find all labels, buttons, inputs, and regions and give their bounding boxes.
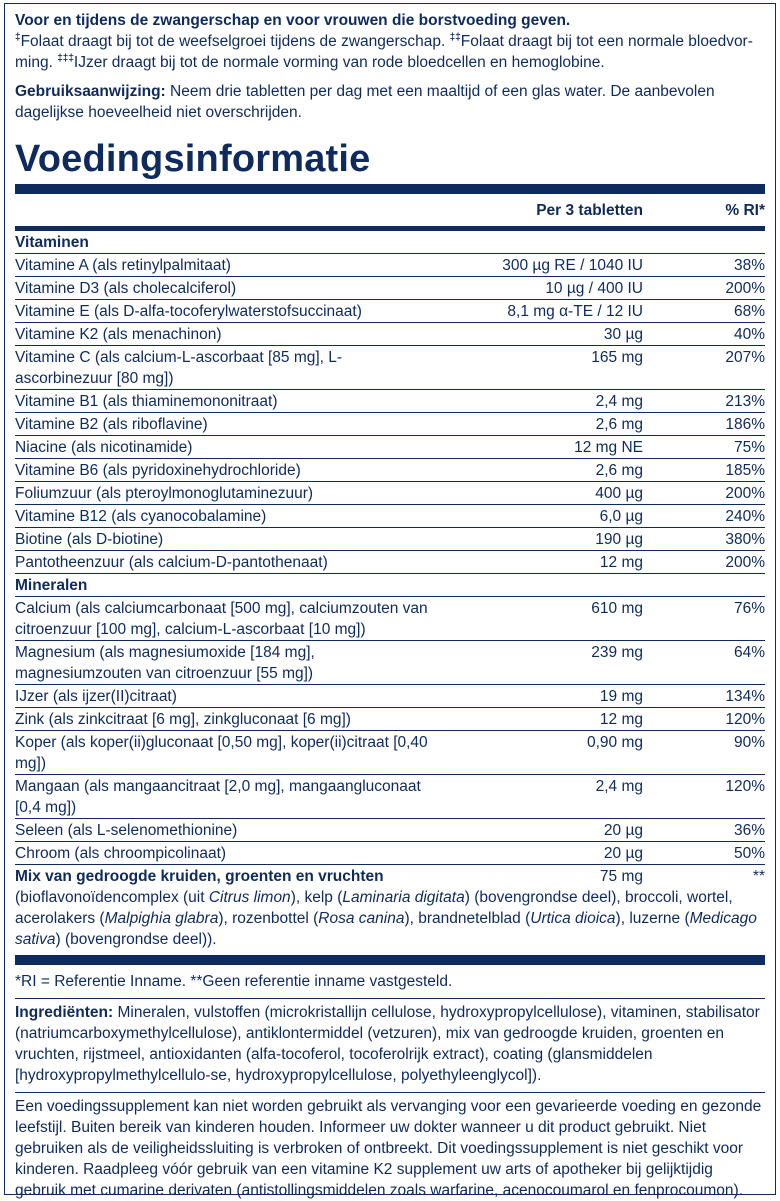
label-content — [5, 4, 775, 1201]
footnote-text-1: Folaat draagt bij tot de weefselgroei tijdens de zwangerschap. — [20, 33, 446, 50]
mix-ri: ** — [752, 868, 765, 885]
nutrient-ri: 64% — [733, 644, 765, 661]
table-bottom-bar — [15, 955, 765, 965]
nutrient-amount: 400 µg — [595, 485, 643, 502]
nutrient-amount: 12 mg — [599, 554, 643, 571]
nutrient-ri: 200% — [725, 485, 765, 502]
nutrient-ri: 185% — [725, 462, 765, 479]
nutrient-name: Calcium (als calciumcarbonaat [500 mg], calciumzouten van citroenzuur [100 mg], calcium-L-ascorbaat [10 mg]) — [15, 600, 428, 638]
nutrient-name: Foliumzuur (als pteroylmonoglutaminezuur) — [15, 485, 314, 502]
nutrient-ri: 200% — [725, 280, 765, 297]
nutrient-name: Vitamine B2 (als riboflavine) — [15, 416, 208, 433]
vitamin-row — [15, 435, 765, 458]
nutrient-ri: 38% — [733, 257, 765, 274]
nutrient-ri: 207% — [725, 349, 765, 366]
nutrient-ri: 134% — [725, 688, 765, 705]
nutrient-name: Vitamine B6 (als pyridoxinehydrochloride) — [15, 462, 301, 479]
nutrient-name: Niacine (als nicotinamide) — [15, 439, 193, 456]
title-bar — [15, 184, 765, 194]
mineral-row — [15, 818, 765, 841]
mix-row — [15, 864, 765, 887]
nutrient-name: Mangaan (als mangaancitraat [2,0 mg], mangaangluconaat [0,4 mg]) — [15, 778, 421, 816]
disclaimer: Een voedingssupplement kan niet worden gebruikt als vervanging voor een gevarieerde voeding en gezonde leefstijl. Buiten bereik van kinderen houden. Informeer uw dokter wanneer u dit product gebruikt. Niet gebruiken als de veiligheidssluiting is verbroken of ontbreekt. Dit voedingssupplement is niet geschikt voor kinderen. Raadpleeg vóór gebruik van een vitamine K2 supplement uw arts of apotheker bij gelijktijdig gebruik met cumarine derivaten (antistollingsmiddelen zoals warfarine, acenocoumarol en fenprocoumon). — [15, 1098, 762, 1199]
usage-text: Neem drie tabletten per dag met een maaltijd of een glas water. De aanbevolen dagelijkse hoeveelheid niet overschrijden. — [15, 83, 715, 121]
nutrient-ri: 200% — [725, 554, 765, 571]
nutrition-table — [15, 231, 765, 953]
nutrient-ri: 36% — [733, 822, 765, 839]
nutrient-amount: 165 mg — [591, 349, 643, 366]
vitamin-row — [15, 299, 765, 322]
nutrient-amount: 19 mg — [599, 688, 643, 705]
ingredients-label: Ingrediënten: — [15, 1004, 114, 1021]
nutrient-ri: 68% — [733, 303, 765, 320]
nutrient-ri: 186% — [725, 416, 765, 433]
divider-1 — [15, 998, 765, 999]
vitamin-row — [15, 345, 765, 389]
nutrient-name: Vitamine E (als D-alfa-tocoferylwaterstofsuccinaat) — [15, 303, 362, 320]
mineral-row — [15, 841, 765, 864]
mineral-row — [15, 596, 765, 640]
vitamin-row — [15, 481, 765, 504]
vitamins-label: Vitaminen — [15, 234, 89, 251]
vitamin-row — [15, 322, 765, 345]
vitamin-row — [15, 412, 765, 435]
nutrient-ri: 120% — [725, 711, 765, 728]
nutrient-ri: 90% — [733, 734, 765, 751]
ingredients — [15, 1002, 765, 1086]
minerals-list — [15, 596, 765, 864]
pregnancy-warning: Voor en tijdens de zwangerschap en voor vrouwen die borstvoeding geven. — [15, 12, 571, 29]
vitamin-row — [15, 458, 765, 481]
nutrient-ri: 76% — [733, 600, 765, 617]
nutrient-name: Magnesium (als magnesiumoxide [184 mg], magnesiumzouten van citroenzuur [55 mg]) — [15, 644, 315, 682]
label-frame — [4, 3, 776, 1199]
nutrient-ri: 75% — [733, 439, 765, 456]
nutrient-amount: 12 mg — [599, 711, 643, 728]
vitamin-row — [15, 389, 765, 412]
mix-name: Mix van gedroogde kruiden, groenten en vruchten — [15, 868, 384, 885]
header-ri: % RI* — [725, 201, 765, 219]
mineral-row — [15, 730, 765, 774]
nutrient-amount: 20 µg — [603, 822, 643, 839]
nutrient-name: Pantotheenzuur (als calcium-D-pantothenaat) — [15, 554, 328, 571]
nutrient-amount: 0,90 mg — [586, 734, 643, 751]
nutrient-ri: 380% — [725, 531, 765, 548]
mineral-row — [15, 707, 765, 730]
nutrient-name: Vitamine C (als calcium-L-ascorbaat [85 mg], L-ascorbinezuur [80 mg]) — [15, 349, 343, 387]
nutrient-ri: 120% — [725, 778, 765, 795]
footnote-mark-1: ‡ — [15, 31, 21, 43]
nutrient-amount: 30 µg — [603, 326, 643, 343]
nutrient-name: Chroom (als chroompicolinaat) — [15, 845, 227, 862]
nutrient-amount: 10 µg / 400 IU — [545, 280, 643, 297]
table-header — [15, 194, 765, 226]
nutrient-amount: 20 µg — [603, 845, 643, 862]
nutrient-ri: 240% — [725, 508, 765, 525]
footnote-text-2: Folaat draagt bij tot een normale bloedvor-ming. — [15, 33, 753, 71]
nutrient-amount: 190 µg — [595, 531, 643, 548]
header-amount: Per 3 tabletten — [536, 201, 643, 219]
nutrient-name: Vitamine K2 (als menachinon) — [15, 326, 222, 343]
ingredients-text: Mineralen, vulstoffen (microkristallijn cellulose, hydroxypropylcellulose), vitaminen, stabilisator (natriumcarboxymethylcellulose), antiklontermiddel (vetzuren), mix van gedroogde kruiden, groenten en vruchten, rijstmeel, antioxidanten (alfa-tocoferol, tocoferolrijk extract), coating (glansmiddelen [hydroxypropylmethylcellulo-se, hydroxypropylcellulose, polyethyleenglycol]). — [15, 1004, 760, 1084]
nutrient-ri: 213% — [725, 393, 765, 410]
mix-amount: 75 mg — [599, 868, 643, 885]
mineral-row — [15, 684, 765, 707]
vitamin-row — [15, 253, 765, 276]
nutrient-name: Seleen (als L-selenomethionine) — [15, 822, 238, 839]
nutrient-name: Zink (als zinkcitraat [6 mg], zinkgluconaat [6 mg]) — [15, 711, 351, 728]
vitamins-list — [15, 253, 765, 573]
nutrient-amount: 8,1 mg α-TE / 12 IU — [507, 303, 643, 320]
nutrient-name: Vitamine A (als retinylpalmitaat) — [15, 257, 231, 274]
nutrient-amount: 610 mg — [591, 600, 643, 617]
footnote-text-3: IJzer draagt bij tot de normale vorming van rode bloedcellen en hemoglobine. — [73, 54, 605, 71]
nutrient-ri: 50% — [733, 845, 765, 862]
divider-2 — [15, 1092, 765, 1093]
mix-description: (bioflavonoïdencomplex (uit Citrus limon), kelp (Laminaria digitata) (bovengrondse deel), broccoli, wortel, acerolakers (Malpighia glabra), rozenbottel (Rosa canina), brandnetelblad (Urtica dioica), luzerne (Medicago sativa) (bovengrondse deel)). — [15, 889, 757, 948]
nutrient-amount: 300 µg RE / 1040 IU — [502, 257, 643, 274]
footnote-mark-2: ‡‡ — [449, 31, 461, 43]
vitamin-row — [15, 527, 765, 550]
nutrient-ri: 40% — [733, 326, 765, 343]
nutrient-amount: 12 mg NE — [574, 439, 643, 456]
ri-footnote: *RI = Referentie Inname. **Geen referentie inname vastgesteld. — [15, 973, 453, 990]
nutrient-amount: 2,6 mg — [595, 416, 643, 433]
nutrient-name: Vitamine B12 (als cyanocobalamine) — [15, 508, 267, 525]
footnote-mark-3: ‡‡‡ — [57, 52, 74, 64]
page-title: Voedingsinformatie — [15, 138, 371, 180]
mineral-row — [15, 774, 765, 818]
vitamin-row — [15, 550, 765, 573]
nutrient-amount: 2,4 mg — [595, 393, 643, 410]
nutrient-name: IJzer (als ijzer(II)citraat) — [15, 688, 177, 705]
nutrient-name: Koper (als koper(ii)gluconaat [0,50 mg], koper(ii)citraat [0,40 mg]) — [15, 734, 428, 772]
nutrient-name: Vitamine D3 (als cholecalciferol) — [15, 280, 237, 297]
vitamins-section — [15, 231, 765, 253]
nutrient-amount: 2,6 mg — [595, 462, 643, 479]
nutrient-amount: 2,4 mg — [595, 778, 643, 795]
minerals-label: Mineralen — [15, 577, 88, 594]
nutrient-amount: 239 mg — [591, 644, 643, 661]
footnotes-folate — [15, 31, 765, 73]
usage-label: Gebruiksaanwijzing: — [15, 83, 166, 100]
vitamin-row — [15, 504, 765, 527]
mineral-row — [15, 640, 765, 684]
usage-instructions — [15, 81, 765, 123]
nutrient-amount: 6,0 µg — [599, 508, 643, 525]
nutrient-name: Biotine (als D-biotine) — [15, 531, 164, 548]
nutrient-name: Vitamine B1 (als thiaminemononitraat) — [15, 393, 278, 410]
minerals-section — [15, 573, 765, 596]
vitamin-row — [15, 276, 765, 299]
